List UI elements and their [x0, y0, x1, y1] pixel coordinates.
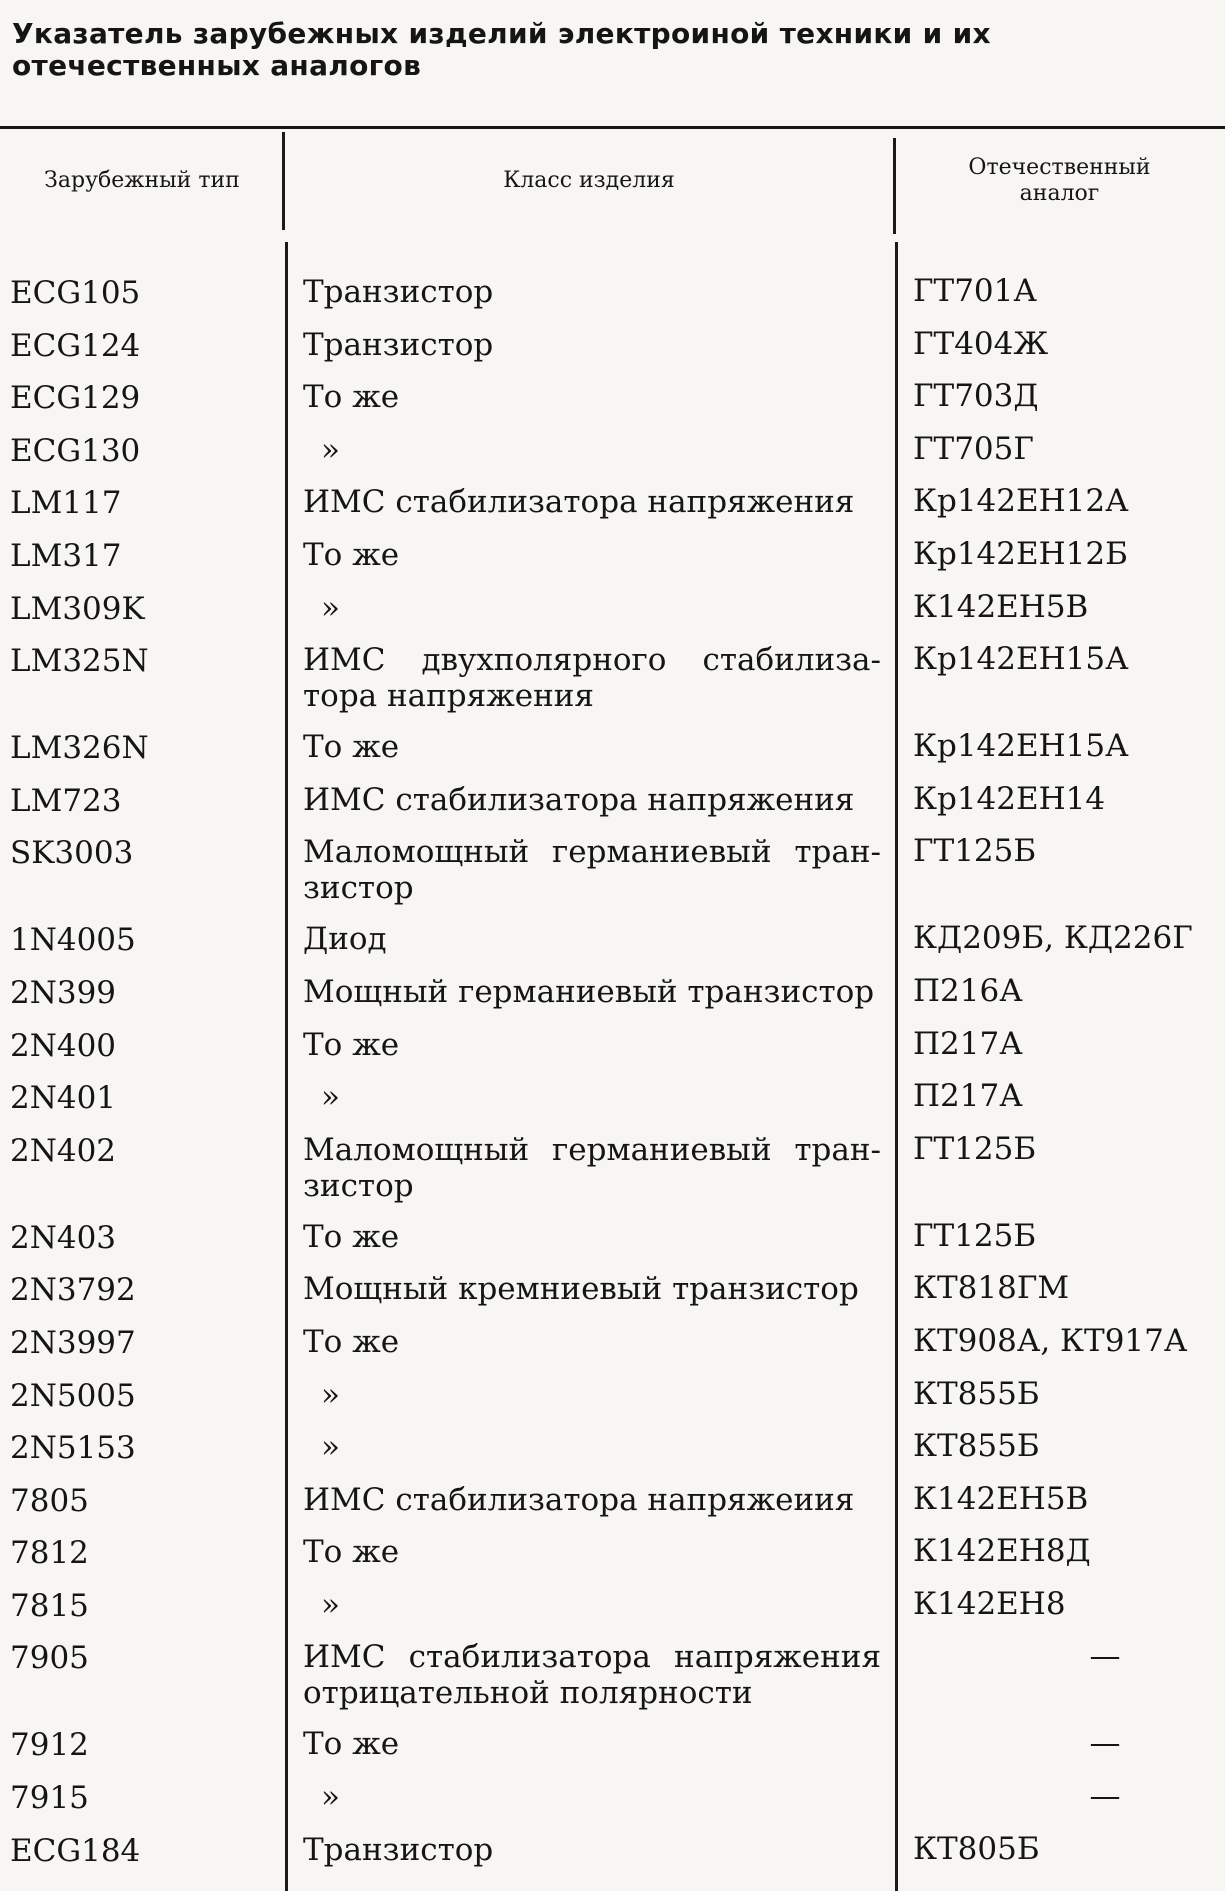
- table-row: [0, 1482, 1225, 1535]
- cell-domestic-analog: КТ908А, КТ917А: [913, 1322, 1188, 1359]
- cell-foreign-type: ECG129: [10, 380, 141, 417]
- cell-product-class: ИМС двухполярного стабилиза-тора напряжения: [303, 642, 881, 715]
- cell-foreign-type: 2N5153: [10, 1430, 136, 1467]
- cell-foreign-type: ECG105: [10, 275, 141, 311]
- table-row: [0, 974, 1225, 1027]
- cell-product-class: »: [321, 431, 340, 468]
- cell-product-class: То же: [303, 536, 400, 573]
- cell-foreign-type: 2N403: [10, 1219, 117, 1256]
- cell-foreign-type: ECG184: [10, 1832, 141, 1869]
- table-top-rule: [0, 126, 1225, 129]
- cell-product-class: Мощный кремниевый транзистор: [303, 1271, 859, 1308]
- cell-domestic-analog: —: [1089, 1725, 1121, 1762]
- cell-domestic-analog: К142ЕН8: [913, 1585, 1066, 1622]
- cell-foreign-type: 7905: [10, 1640, 89, 1677]
- cell-product-class: »: [321, 1429, 340, 1466]
- table-row: [0, 274, 1225, 327]
- cell-product-class: Маломощный германиевый тран-зистор: [303, 834, 881, 907]
- cell-foreign-type: SK3003: [10, 835, 134, 872]
- cell-foreign-type: 7815: [10, 1587, 89, 1624]
- table-row: [0, 1219, 1225, 1272]
- cell-foreign-type: 2N402: [10, 1132, 117, 1169]
- cell-product-class: Диод: [303, 921, 387, 958]
- cell-foreign-type: ECG124: [10, 327, 141, 364]
- cell-domestic-analog: КТ805Б: [913, 1830, 1040, 1867]
- table-row: [0, 379, 1225, 432]
- header-product-class: Класс изделия: [503, 168, 675, 193]
- page-title: [12, 18, 1012, 82]
- cell-product-class: »: [321, 1079, 340, 1116]
- cell-domestic-analog: П217А: [913, 1025, 1023, 1062]
- cell-domestic-analog: Кр142ЕН15А: [913, 641, 1129, 678]
- cell-product-class: Транзистор: [303, 274, 494, 310]
- table-row: [0, 729, 1225, 782]
- cell-domestic-analog: Кр142ЕН15А: [913, 728, 1129, 765]
- cell-product-class: То же: [303, 1534, 400, 1571]
- cell-domestic-analog: П216А: [913, 972, 1023, 1009]
- cell-product-class: То же: [303, 1218, 400, 1255]
- cell-foreign-type: ECG130: [10, 432, 141, 469]
- cell-product-class: То же: [303, 1026, 400, 1063]
- cell-product-class: ИМС стабилизатора напряжеиия: [303, 1481, 855, 1518]
- table-row: [0, 642, 1225, 729]
- cell-foreign-type: 2N401: [10, 1080, 117, 1117]
- table-row: [0, 484, 1225, 537]
- cell-product-class: То же: [303, 729, 400, 766]
- cell-foreign-type: 7915: [10, 1780, 89, 1817]
- table-row: [0, 1271, 1225, 1324]
- cell-product-class: То же: [303, 1726, 400, 1763]
- cell-domestic-analog: КТ855Б: [913, 1375, 1040, 1412]
- cell-foreign-type: 2N5005: [10, 1377, 136, 1414]
- cell-domestic-analog: К142ЕН5В: [913, 1480, 1089, 1517]
- cell-product-class: То же: [303, 1323, 400, 1360]
- cell-foreign-type: 7912: [10, 1727, 89, 1764]
- table-row: [0, 1132, 1225, 1219]
- table-row: [0, 1779, 1225, 1832]
- cell-domestic-analog: ГТ404Ж: [913, 325, 1049, 362]
- cell-domestic-analog: ГТ125Б: [913, 1217, 1037, 1254]
- table-row: [0, 537, 1225, 590]
- cell-domestic-analog: Кр142ЕН12Б: [913, 535, 1128, 572]
- cell-domestic-analog: —: [1089, 1638, 1121, 1675]
- header-foreign-type: Зарубежный тип: [44, 168, 240, 193]
- cell-domestic-analog: К142ЕН8Д: [913, 1533, 1091, 1570]
- table-row: [0, 590, 1225, 643]
- table-row: [0, 1079, 1225, 1132]
- cell-product-class: ИМС стабилизатора напряжения: [303, 781, 855, 818]
- cell-domestic-analog: КД209Б, КД226Г: [913, 920, 1193, 957]
- cell-product-class: »: [321, 1779, 340, 1816]
- cell-domestic-analog: Кр142ЕН12А: [913, 483, 1129, 520]
- cell-domestic-analog: ГТ701А: [913, 273, 1037, 309]
- cell-domestic-analog: ГТ703Д: [913, 378, 1039, 415]
- table-row: [0, 1832, 1225, 1885]
- cell-domestic-analog: К142ЕН5В: [913, 588, 1089, 625]
- cell-foreign-type: 1N4005: [10, 922, 136, 959]
- cell-product-class: »: [321, 1376, 340, 1413]
- table-row: [0, 834, 1225, 921]
- cell-foreign-type: LM325N: [10, 643, 149, 680]
- cell-product-class: То же: [303, 379, 400, 416]
- cell-product-class: Маломощный германиевый тран-зистор: [303, 1131, 881, 1204]
- cell-domestic-analog: КТ855Б: [913, 1428, 1040, 1465]
- cell-product-class: ИМС стабилизатора напряжения отрицательной полярности: [303, 1639, 881, 1712]
- cell-foreign-type: 2N399: [10, 974, 117, 1011]
- cell-foreign-type: 7805: [10, 1482, 89, 1519]
- header-divider-2: [893, 138, 896, 234]
- title-line-2: отечественных аналогов: [12, 49, 422, 82]
- title-line-1: Указатель зарубежных изделий электроиной техники и их: [12, 17, 991, 50]
- cell-foreign-type: LM723: [10, 782, 122, 819]
- cell-foreign-type: 7812: [10, 1535, 89, 1572]
- cell-foreign-type: 2N3792: [10, 1272, 136, 1309]
- table-row: [0, 327, 1225, 380]
- cell-domestic-analog: КТ818ГМ: [913, 1270, 1070, 1307]
- cell-product-class: Транзистор: [303, 326, 494, 363]
- cell-product-class: ИМС стабилизатора напряжения: [303, 484, 855, 521]
- table-row: [0, 1429, 1225, 1482]
- cell-foreign-type: LM326N: [10, 730, 149, 767]
- header-domestic-line-1: Отечественный: [968, 155, 1151, 180]
- table-body: [0, 274, 1225, 1884]
- table-row: [0, 921, 1225, 974]
- table-row: [0, 1027, 1225, 1080]
- table-row: [0, 1377, 1225, 1430]
- cell-foreign-type: LM117: [10, 485, 122, 522]
- table-row: [0, 1324, 1225, 1377]
- cell-domestic-analog: П217А: [913, 1078, 1023, 1115]
- cell-domestic-analog: ГТ125Б: [913, 833, 1037, 870]
- cell-product-class: Транзистор: [303, 1831, 494, 1868]
- table-row: [0, 1726, 1225, 1779]
- cell-product-class: »: [321, 589, 340, 626]
- table-row: [0, 782, 1225, 835]
- cell-product-class: Мощный германиевый транзистор: [303, 973, 875, 1010]
- header-domestic-line-2: аналог: [1019, 181, 1100, 206]
- cell-domestic-analog: ГТ125Б: [913, 1130, 1037, 1167]
- cell-domestic-analog: ГТ705Г: [913, 430, 1034, 467]
- table-row: [0, 1587, 1225, 1640]
- cell-domestic-analog: —: [1089, 1778, 1121, 1815]
- cell-product-class: »: [321, 1586, 340, 1623]
- table-row: [0, 1639, 1225, 1726]
- header-domestic-analog: [894, 132, 1225, 230]
- table-row: [0, 1534, 1225, 1587]
- table-row: [0, 432, 1225, 485]
- cell-foreign-type: LM317: [10, 537, 122, 574]
- cell-foreign-type: LM309K: [10, 590, 145, 627]
- cell-domestic-analog: Кр142ЕН14: [913, 780, 1106, 817]
- cell-foreign-type: 2N3997: [10, 1324, 136, 1361]
- header-divider-1: [282, 132, 285, 230]
- cell-foreign-type: 2N400: [10, 1027, 117, 1064]
